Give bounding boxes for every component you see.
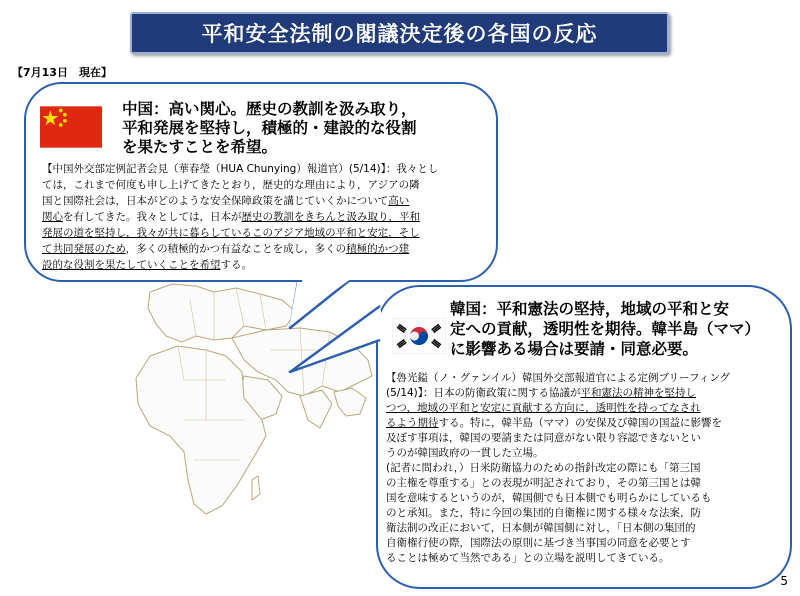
china-body-line: 発展の道を堅持し，我々が共に暮らしているこのアジア地域の平和と安定，そし bbox=[42, 227, 420, 239]
korea-headline-line-1: 韓国：平和憲法の堅持，地域の平和と安 bbox=[450, 300, 730, 318]
india-shape bbox=[300, 390, 332, 428]
page-number: 5 bbox=[780, 574, 788, 588]
china-flag-small-star bbox=[63, 119, 67, 123]
china-body-line: て共同発展のため，多くの積極的かつ有益なことを成し，多くの積極的かつ建 bbox=[42, 243, 410, 255]
china-headline-line-3: を果たすことを希望。 bbox=[122, 138, 278, 156]
korea-body-line: のと承知。また，特に今回の集団的自衛権に関する様々な法案，防 bbox=[386, 507, 701, 519]
china-body-line: ては，これまで何度も申し上げてきたとおり，歴史的な理由により，アジアの隣 bbox=[42, 179, 420, 191]
korea-flag-icon bbox=[392, 318, 446, 354]
korea-body-line: (5/14)】：日本の防衛政策に関する協議が平和憲法の精神を堅持し bbox=[386, 387, 697, 399]
china-body-line: 国と国際社会は，日本がどのような安全保障政策を講じていくかについて高い bbox=[42, 195, 410, 207]
page-title: 平和安全法制の閣議決定後の各国の反応 bbox=[130, 12, 669, 54]
china-body-line: 関心を有してきた。我々としては，日本が歴史の教訓をきちんと汲み取り，平和 bbox=[42, 211, 420, 223]
korea-body-line: ることは極めて当然である」との立場を説明してきている。 bbox=[386, 552, 670, 564]
korea-body-line: の主権を尊重する」との表現が明記されており，その第三国とは韓 bbox=[386, 477, 701, 489]
korea-body-line: るよう期待する。特に，韓半島（ママ）の安保及び韓国の国益に影響を bbox=[386, 417, 722, 429]
korea-body-line: 国を意味するというのが，韓国側でも日本側でも明らかにしているも bbox=[386, 492, 712, 504]
china-flag-small-star bbox=[59, 123, 63, 127]
korea-body-line: 及ぼす事項は，韓国の要請または同意がない限り容認できないとい bbox=[386, 432, 701, 444]
china-body-line: 【中国外交部定例記者会見（華春瑩（HUA Chunying）報道官）(5/14)】：我々とし bbox=[42, 163, 439, 175]
china-body-line: 設的な役割を果たしていくことを希望する。 bbox=[42, 259, 252, 271]
africa-shape bbox=[136, 346, 266, 514]
korea-headline-line-3: に影響ある場合は要請・同意必要。 bbox=[450, 340, 699, 358]
madagascar-shape bbox=[252, 476, 260, 500]
korea-headline-line-2: 定への貢献，透明性を期待。韓半島（ママ） bbox=[450, 320, 761, 338]
china-headline-line-2: 平和発展を堅持し，積極的・建設的な役割 bbox=[122, 119, 417, 137]
korea-body-line: 衛法制の改正において，日本側が韓国側に対し，「日本側の集団的 bbox=[386, 522, 696, 534]
korea-body-line: つつ，地域の平和と安定に貢献する方向に，透明性を持ってなされ bbox=[386, 402, 701, 414]
southeast-asia-shape bbox=[334, 388, 366, 416]
china-flag-icon bbox=[40, 106, 102, 148]
date-label: 【7月13日 現在】 bbox=[12, 66, 112, 79]
china-flag-field bbox=[40, 106, 102, 147]
korea-body-line: うのが韓国政府の一貫した立場。 bbox=[386, 447, 544, 459]
china-flag-small-star bbox=[59, 109, 63, 113]
china-headline-line-1: 中国：高い関心。歴史の教訓を汲み取り， bbox=[122, 100, 417, 118]
korea-body-line: 【魯光鎰（ノ・グァンイル）韓国外交部報道官による定例ブリーフィング bbox=[386, 372, 730, 384]
korea-body-line: 自衛権行使の際，国際法の原則に基づき当事国の同意を必要とす bbox=[386, 537, 691, 549]
china-flag-small-star bbox=[63, 113, 67, 117]
korea-body-line: (記者に問われ，）日米防衛協力のための指針改定の際にも「第三国 bbox=[386, 462, 701, 474]
